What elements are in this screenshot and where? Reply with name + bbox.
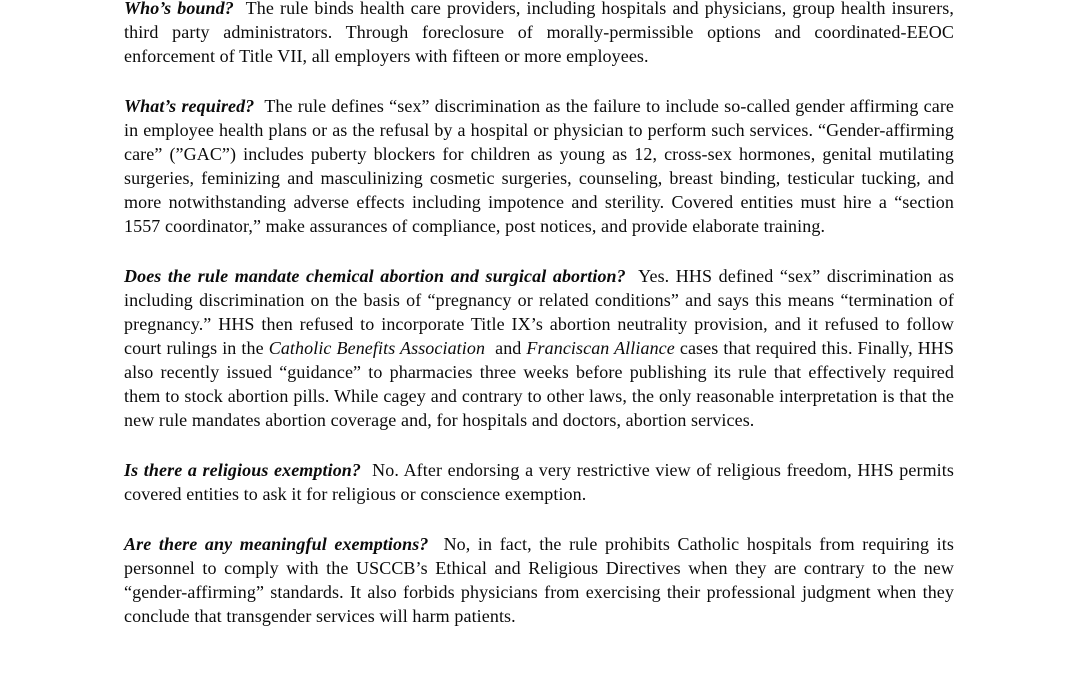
qa-paragraph-religious-exemption: [124, 458, 954, 506]
question-label: Is there a religious exemption?: [124, 460, 362, 480]
question-label: Who’s bound?: [124, 0, 234, 18]
answer-text: The rule binds health care providers, including hospitals and physicians, group health insurers, third party administrators. Through foreclosure of morally-permissible options and coordinated-EEOC enforcement of Title VII, all employers with fifteen or more employees.: [124, 0, 954, 66]
answer-text: The rule defines “sex” discrimination as the failure to include so-called gender affirming care in employee health plans or as the refusal by a hospital or physician to perform such services. “Gender-affirming care” (”GAC”) includes puberty blockers for children as young as 12, cross-sex hormones, genital mutilating surgeries, feminizing and masculinizing cosmetic surgeries, counseling, breast binding, testicular tucking, and more notwithstanding adverse effects including impotence and sterility. Covered entities must hire a “section 1557 coordinator,” make assurances of compliance, post notices, and provide elaborate training.: [124, 96, 955, 236]
question-label: What’s required?: [124, 96, 255, 116]
case-citation-italic: Franciscan Alliance: [526, 338, 675, 358]
case-citation-italic: Catholic Benefits Association: [268, 338, 486, 358]
answer-text: No. After endorsing a very restrictive view of religious freedom, HHS permits covered entities to ask it for religious or conscience exemption.: [124, 460, 954, 504]
question-label: Does the rule mandate chemical abortion and surgical abortion?: [124, 266, 626, 286]
qa-paragraph-whats-required: [124, 94, 954, 238]
qa-paragraph-whos-bound: [124, 0, 954, 68]
qa-paragraph-abortion-mandate: [124, 264, 954, 432]
answer-text: No, in fact, the rule prohibits Catholic hospitals from requiring its personnel to comply with the USCCB’s Ethical and Religious Directives when they are contrary to the new “gender-affirming” standards. It also forbids physicians from exercising their professional judgment when they conclude that transgender services will harm patients.: [124, 534, 954, 626]
answer-text: cases that required this. Finally, HHS also recently issued “guidance” to pharmacies three weeks before publishing its rule that effectively required them to stock abortion pills. While cagey and contrary to other laws, the only reasonable interpretation is that the new rule mandates abortion coverage and, for hospitals and doctors, abortion services.: [124, 338, 955, 430]
document-text-block: [124, 0, 954, 628]
question-label: Are there any meaningful exemptions?: [124, 534, 429, 554]
answer-text: Yes. HHS defined “sex” discrimination as including discrimination on the basis of “pregnancy or related conditions” and says this means “termination of pregnancy.” HHS then refused to incorporate Title IX’s abortion neutrality provision, and it refused to follow court rulings in the: [124, 266, 954, 358]
answer-text: and: [485, 338, 527, 358]
qa-paragraph-meaningful-exemptions: [124, 532, 954, 628]
